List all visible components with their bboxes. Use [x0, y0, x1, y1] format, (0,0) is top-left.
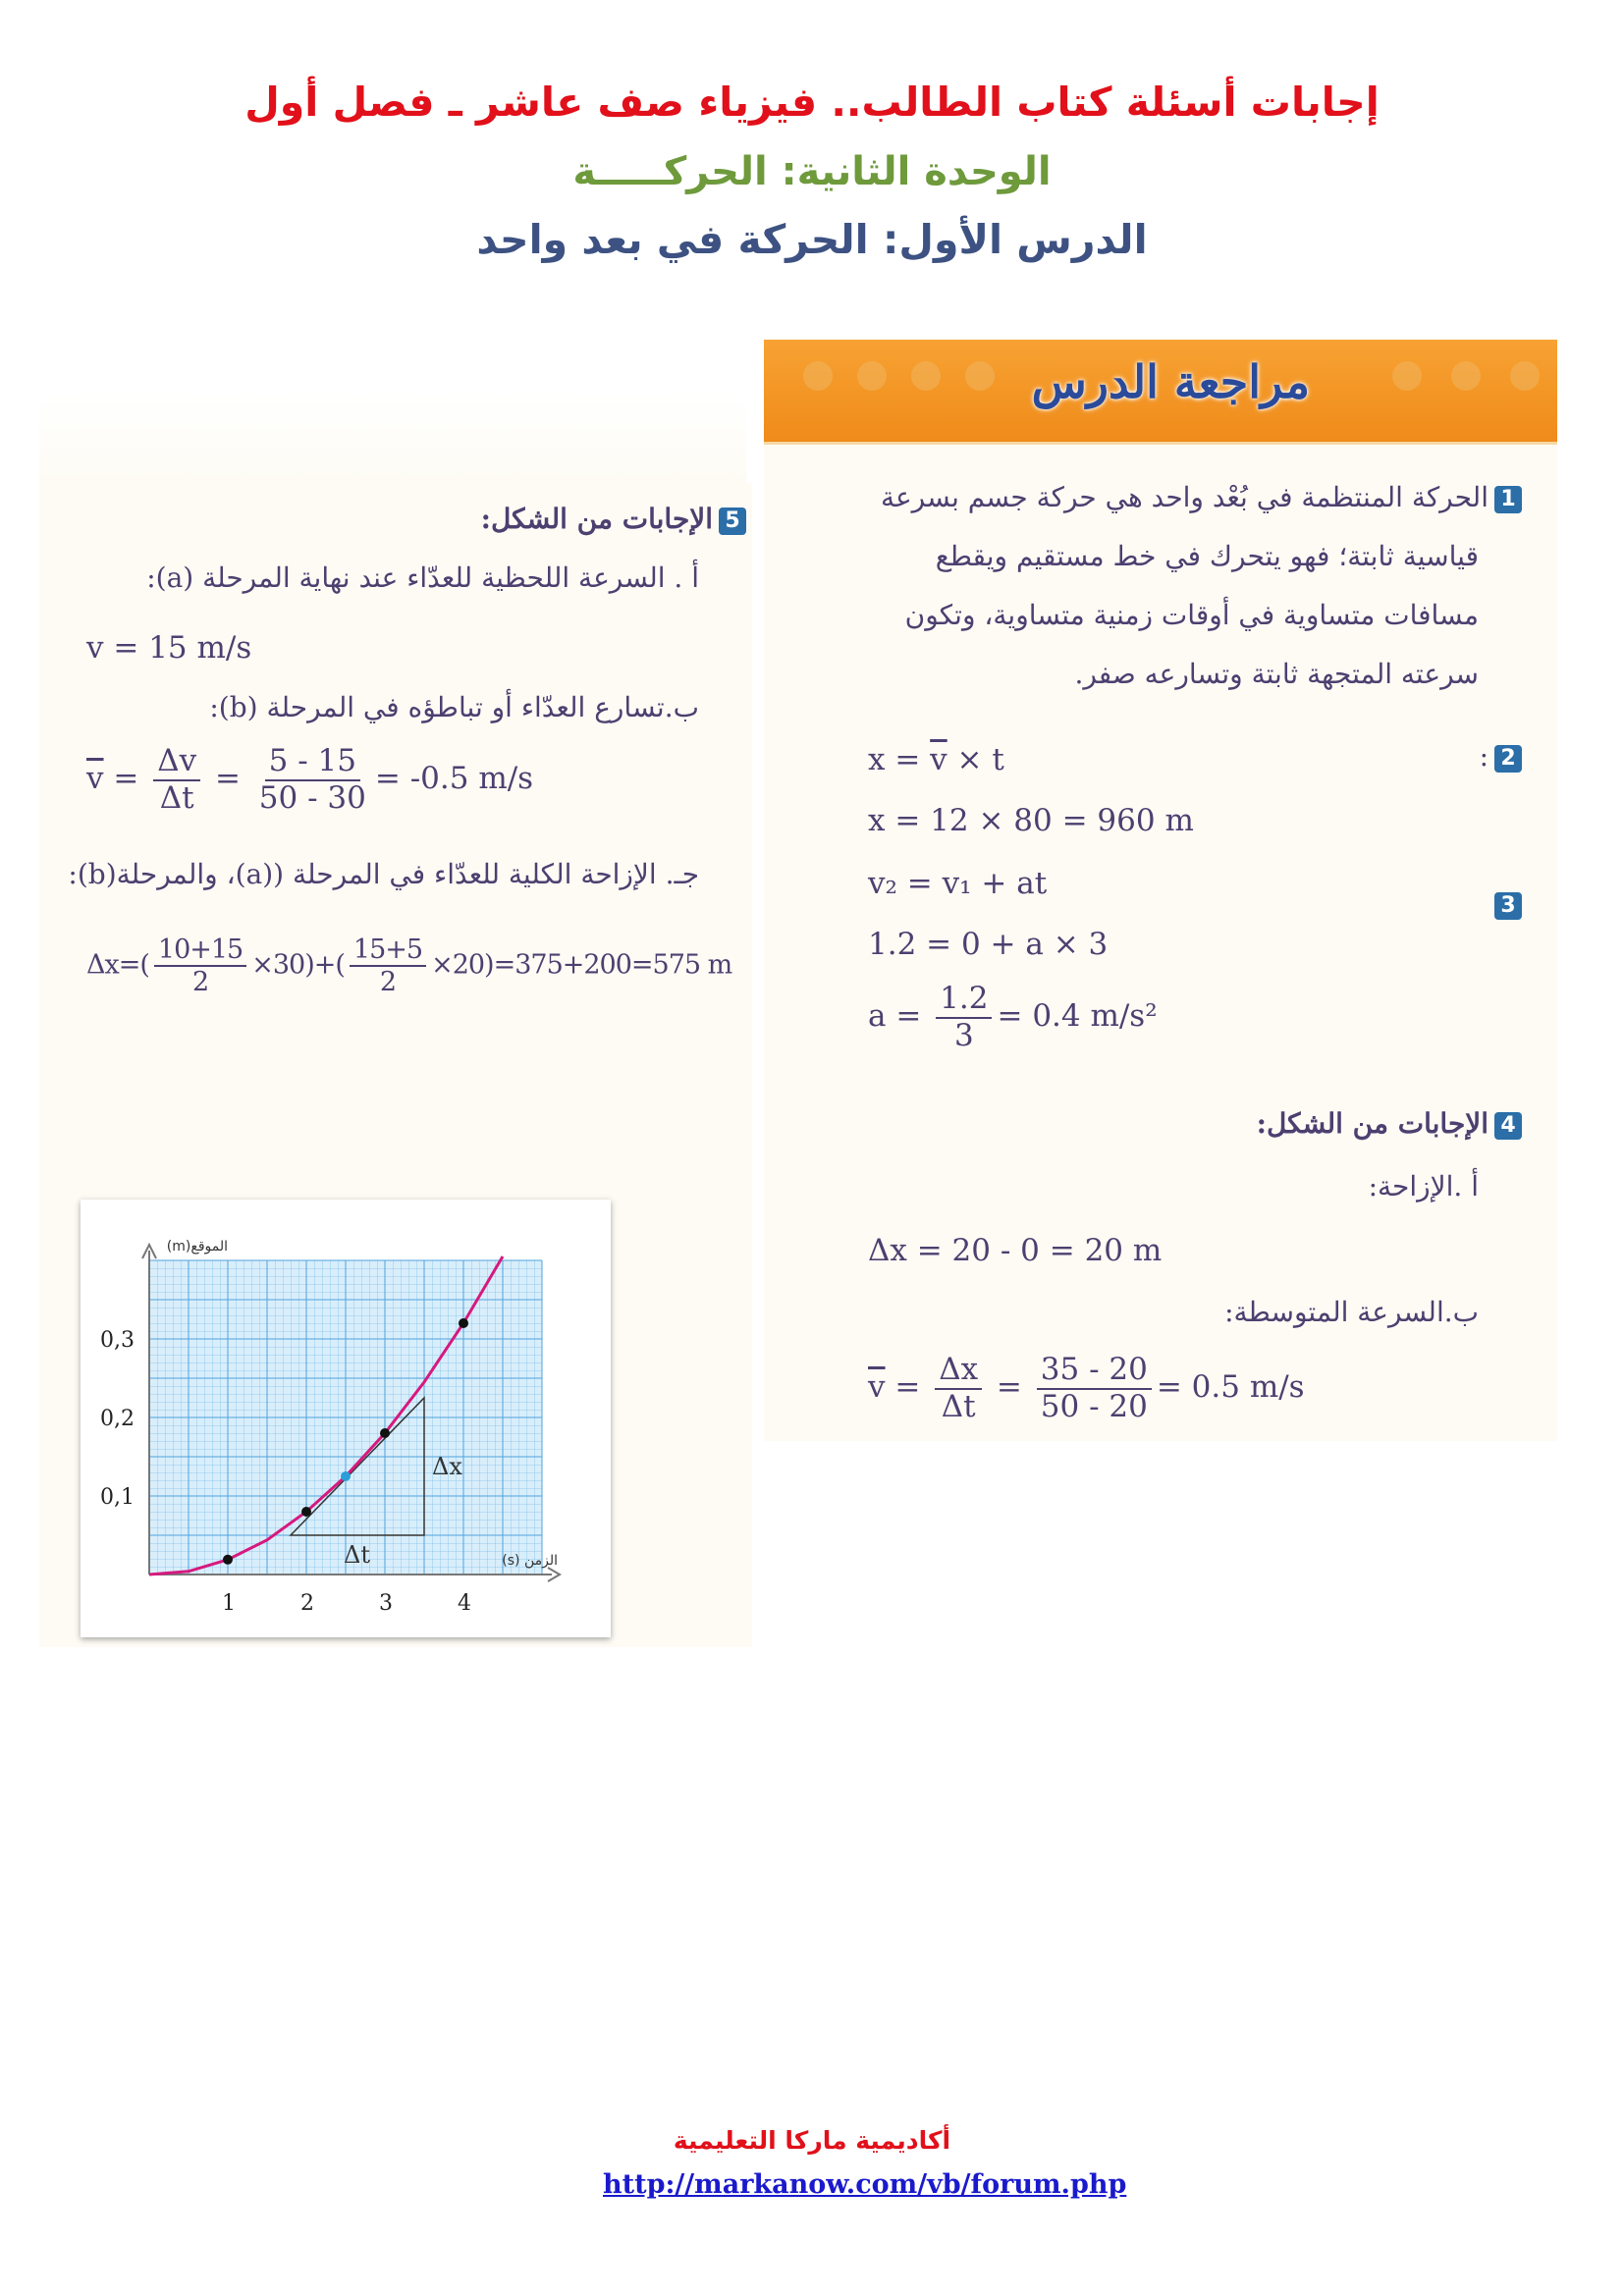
- chart-svg: [81, 1200, 611, 1637]
- y-axis-label: الموقع(m): [166, 1239, 228, 1255]
- review-title: مراجعة الدرس: [1031, 355, 1310, 408]
- page-title: إجابات أسئلة كتاب الطالب.. فيزياء صف عاشر ـ فصل أول: [244, 79, 1380, 126]
- dx-annotation: Δx: [432, 1453, 462, 1480]
- data-point: [223, 1555, 233, 1565]
- review-banner: [764, 340, 1557, 445]
- q5-heading: 5الإجابات من الشكل:: [481, 503, 746, 535]
- left-panel-fade: [39, 393, 746, 483]
- q1-line-1: 1الحركة المنتظمة في بُعْد واحد هي حركة جسم بسرعة: [881, 481, 1522, 513]
- position-time-chart: [81, 1200, 611, 1637]
- q3-equation-1: v₂ = v₁ + at: [868, 866, 1048, 901]
- x-tick-label: 3: [379, 1591, 393, 1616]
- q3-number: 3: [1494, 892, 1522, 920]
- footer-link[interactable]: http://markanow.com/vb/forum.php: [603, 2169, 1127, 2200]
- q5-c-equation: Δx=( $\frac{10+15}{2}$ ×30)+( $\frac{15+5}{2}$ ×20)=375+200=575 m: [86, 934, 732, 998]
- q2-label: 2:: [1480, 740, 1522, 773]
- q1-number: 1: [1494, 486, 1522, 513]
- data-point: [459, 1318, 468, 1328]
- unit-title: الوحدة الثانية: الحركـــــة: [572, 149, 1052, 194]
- data-point: [380, 1428, 390, 1438]
- q3-equation-2: 1.2 = 0 + a × 3: [868, 927, 1109, 962]
- q4-a-label: أ .الإزاحة:: [1368, 1170, 1479, 1202]
- q3-label: [1489, 887, 1522, 920]
- y-tick-label: 0,1: [100, 1485, 135, 1510]
- data-point: [301, 1507, 311, 1517]
- q2-equation-1: $x = \overline{v} \times t$: [868, 742, 1004, 777]
- q4-b-label: ب.السرعة المتوسطة:: [1224, 1296, 1479, 1328]
- footer-name: أكاديمية ماركا التعليمية: [673, 2126, 951, 2155]
- q1-line-4: سرعته المتجهة ثابتة وتسارعه صفر.: [1074, 658, 1479, 690]
- x-tick-label: 2: [300, 1591, 314, 1616]
- q2-equation-2: x = 12 × 80 = 960 m: [868, 803, 1194, 838]
- x-tick-label: 1: [222, 1591, 236, 1616]
- q5-b-label: ب.تسارع العدّاء أو تباطؤه في المرحلة (b):: [209, 691, 699, 723]
- q5-number: 5: [719, 507, 746, 535]
- y-tick-label: 0,3: [100, 1328, 135, 1353]
- q1-line-3: مسافات متساوية في أوقات زمنية متساوية، وتكون: [904, 599, 1479, 631]
- lesson-title: الدرس الأول: الحركة في بعد واحد: [476, 216, 1148, 263]
- q2-number: 2: [1494, 745, 1522, 773]
- q4-a-equation: Δx = 20 - 0 = 20 m: [868, 1233, 1163, 1268]
- q3-equation-3: a = $\frac{1.2}{3}$ = 0.4 m/s²: [868, 981, 1158, 1053]
- q5-a-equation: v = 15 m/s: [86, 630, 252, 666]
- q4-number: 4: [1494, 1112, 1522, 1140]
- q4-b-equation: $\overline{v}$ = $\frac{\Delta x}{\Delta t}$ = $\frac{35 - 20}{50 - 20}$ = 0.5 m/s: [868, 1352, 1305, 1424]
- q1-line-2: قياسية ثابتة؛ فهو يتحرك في خط مستقيم ويقطع: [935, 540, 1479, 572]
- x-tick-label: 4: [458, 1591, 471, 1616]
- y-tick-label: 0,2: [100, 1407, 135, 1431]
- q5-b-equation: $\overline{v}$ = $\frac{\Delta v}{\Delta t}$ = $\frac{5 - 15}{50 - 30}$ = -0.5 m/s: [86, 743, 534, 816]
- q4-heading: 4الإجابات من الشكل:: [1257, 1107, 1522, 1140]
- x-axis-label: الزمن (s): [502, 1553, 558, 1569]
- dt-annotation: Δt: [344, 1541, 370, 1569]
- q5-a-label: أ . السرعة اللحظية للعدّاء عند نهاية المرحلة (a):: [146, 561, 699, 594]
- q5-c-label: جـ. الإزاحة الكلية للعدّاء في المرحلة ((a)، والمرحلة(b):: [68, 858, 699, 890]
- data-point: [341, 1471, 351, 1481]
